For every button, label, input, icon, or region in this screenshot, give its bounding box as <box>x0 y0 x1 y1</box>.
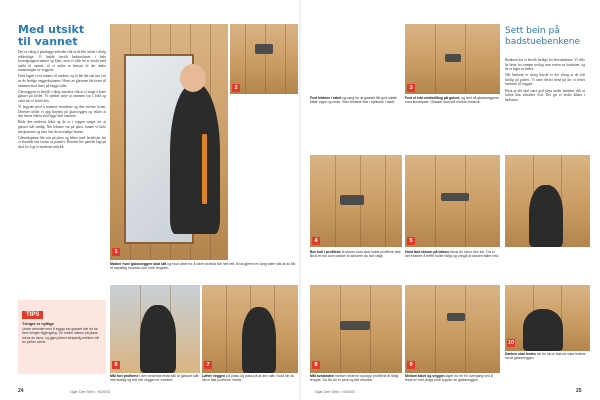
folio-right: Gjør Det Selv • 9/2003 <box>315 389 355 394</box>
caption-text: og fest så glassveggene med limstripser. Glasset skal stå mellom lektene. <box>405 96 499 105</box>
step-number: 3 <box>407 84 415 92</box>
caption-step-4 <box>310 250 402 259</box>
sidebar-title: Sett bein på badstuebenkene <box>505 26 581 47</box>
tips-text: Under arbeidet med å bygge inn glasset bør du ha flere tvinger tilgjengelig. De holder listene på plass mens du skrur, og gjør jobben betydelig enklere når du jobber alene. <box>22 327 100 344</box>
caption-text: på plass og pass på at den står i lodd før du skrur fast profilene i lekta. <box>202 374 295 383</box>
step-number: 1 <box>112 248 120 256</box>
caption-step-1 <box>110 262 298 271</box>
caption-step-10 <box>505 352 590 361</box>
step-number: 6 <box>112 361 120 369</box>
photo-step-2 <box>230 24 298 94</box>
photo-step-1 <box>110 24 228 260</box>
caption-step-5 <box>405 250 500 259</box>
caption-text: mellom lektene og kapp profilene til riktig lengde. Da får du et pent og tett resultat. <box>310 374 399 383</box>
caption-text: lager du en fin overgang ved å feste en lekt langs hele toppen av glassveggen. <box>405 374 493 383</box>
body-paragraph: Benkene har vi bestilt ferdige fra leverandøren. Vi ville ha bena fra samme treslag som resten av badstuen, og de er laget av heltre. <box>505 58 585 72</box>
step-number: 4 <box>312 237 320 245</box>
photo-bench <box>505 155 590 247</box>
caption-text: før du skrur fast de siste listene rundt glassveggen. <box>505 352 586 361</box>
caption-text: mens du skrur den inn. Da er det enklere å treffe hullet riktig og unngå at skruen faller ned. <box>405 250 500 259</box>
step-number: 8 <box>312 361 320 369</box>
photo-step-6 <box>110 285 200 373</box>
article-title: Med utsikt til vannet <box>18 23 85 48</box>
body-paragraph: Det er viktig å planlegge arbeidet slik at alt blir utført i riktig rekkefølge. Vi hadde bestilt badstuehuset i hele hovedgruppen tømret og klart, men vi ville ha et vindu med utsikt til vannet, så vi måtte ta hensyn til det under monteringen av veggene. <box>18 50 106 73</box>
caption-text: til skruer som skal holde profilene fast. Bruk et bor som passer til skruene du har valgt. <box>310 250 402 259</box>
step-number: 10 <box>507 340 515 346</box>
step-number: 9 <box>407 361 415 369</box>
caption-step-6 <box>110 374 200 383</box>
tips-label: TIPS <box>22 311 43 319</box>
right-page <box>300 0 600 400</box>
caption-step-8 <box>310 374 402 383</box>
photo-step-9 <box>405 285 500 373</box>
caption-text: og sørg for at glasset får god støtte både oppe og nede. Skru lektene fast i bjelkene i taket. <box>310 96 397 105</box>
folio-left: Gjør Det Selv • 9/2003 <box>70 389 110 394</box>
caption-bold: Mellom taket og veggen <box>405 374 445 378</box>
tips-box <box>18 300 106 374</box>
caption-text: og bruk vater for å sikre at lekta blir helt rett. Bruk gjerne en lang vater slik at du får et nøyaktig resultat over hele lengden. <box>110 262 296 271</box>
photo-step-4 <box>310 155 402 247</box>
caption-bold: Mål avstanden <box>310 374 335 378</box>
photo-step-7 <box>202 285 298 373</box>
sidebar-body <box>505 58 585 104</box>
caption-step-7 <box>202 374 298 383</box>
caption-step-2 <box>310 96 400 105</box>
step-number: 7 <box>204 361 212 369</box>
body-paragraph: Når benkene er riktig høyde er det viktig at de står stødig på gulvet. Vi satte derfor bena på før vi festet benkene til veggen. <box>505 73 585 87</box>
photo-step-5 <box>405 155 500 247</box>
body-paragraph: Både den nederste lekta og de to i toppen sørger for at glasset står stødig. Når lektene var på plass, kunne vi løfte inn glassene og skru fast de utvendige listene. <box>18 120 106 134</box>
caption-bold: Løfter veggen <box>202 374 226 378</box>
caption-bold: Fest lektene i taket <box>310 96 342 100</box>
body-paragraph: Glasseggene er bestilt i riktig størrelse slik at vi slapp å kutte glasset på stedet. Vi sjekket nøye at rammen var i lodd og vater før vi festet den. <box>18 89 106 103</box>
body-paragraph: Vi begynte med å montere stenderne og den øverste listen. Deretter målte vi opp høyden på glassveggen og lekter at den første lekten skal ligge helt vannrett. <box>18 105 106 119</box>
caption-bold: Hold fast skruen på bitsen <box>405 250 449 254</box>
page-number-right: 25 <box>576 388 582 394</box>
step-number: 2 <box>232 84 240 92</box>
caption-bold: Bor hull i profilene <box>310 250 341 254</box>
step-number: 5 <box>407 237 415 245</box>
photo-step-3 <box>405 24 500 94</box>
body-paragraph: Glassekspanse ble satt på plass og lektet med festelister før vi skrudde fast resten av panelet. Deretter ble panelet lagt på skrå for å gi et moderne uttrykk. <box>18 135 106 149</box>
tips-subtitle: Tvinger er nyttige <box>22 322 54 326</box>
caption-bold: Marker hvor glassveggen skal stå <box>110 262 167 266</box>
caption-bold: Fest et lekt midtstilling på gulvet, <box>405 96 461 100</box>
caption-step-3 <box>405 96 500 105</box>
body-paragraph: Husk at det skal være god plass under benkene slik at luften kan sirkulere fritt. Det gir et bedre klima i badstuen. <box>505 88 585 102</box>
caption-bold: Mål fort profilene <box>110 374 139 378</box>
photo-step-8 <box>310 285 402 373</box>
photo-step-10 <box>505 285 590 351</box>
caption-bold: Dørken skal festes <box>505 352 536 356</box>
body-paragraph: Først lagde vi en ramme til vinduet, og så ble det satt inn i en av de ferdige veggseksjonene. Hvert av glassene ble festet til rammen med lister på begge sider. <box>18 74 106 88</box>
caption-text: i den nederste lekta slik at glasset står helt stødig og rett når veggen er montert. <box>110 374 199 383</box>
caption-step-9 <box>405 374 500 383</box>
article-body <box>18 50 106 151</box>
page-number-left: 24 <box>18 388 24 394</box>
